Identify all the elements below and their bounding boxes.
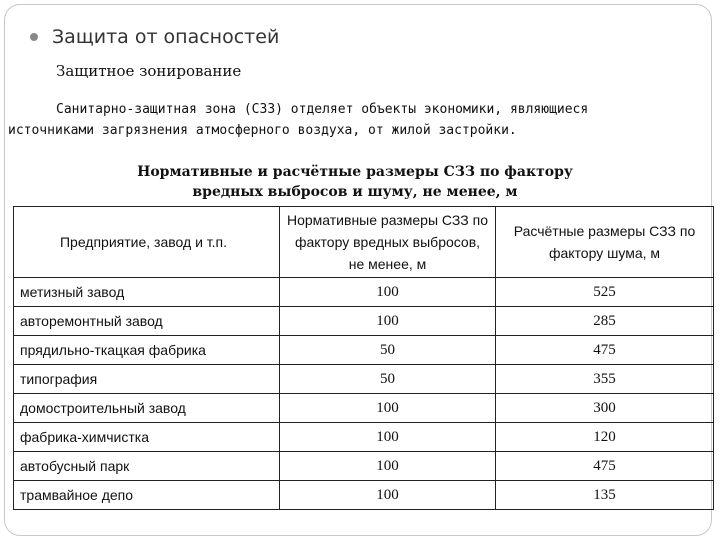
cell-enterprise-name: авторемонтный завод — [14, 307, 280, 336]
table-row — [14, 481, 714, 510]
cell-calc-value: 135 — [496, 481, 714, 510]
table-row — [14, 394, 714, 423]
cell-norm-value: 100 — [280, 278, 496, 307]
table-row — [14, 365, 714, 394]
cell-calc-value: 525 — [496, 278, 714, 307]
cell-enterprise-name: домостроительный завод — [14, 394, 280, 423]
cell-enterprise-name: фабрика-химчистка — [14, 423, 280, 452]
cell-norm-value: 100 — [280, 423, 496, 452]
cell-enterprise-name: трамвайное депо — [14, 481, 280, 510]
table-title-line-1: Нормативные и расчётные размеры СЗЗ по фактору — [137, 164, 573, 180]
cell-norm-value: 100 — [280, 394, 496, 423]
table-row — [14, 452, 714, 481]
paragraph-text-1: Санитарно-защитная зона (СЗЗ) отделяет объекты экономики, являющиеся — [56, 102, 589, 117]
cell-norm-value: 50 — [280, 336, 496, 365]
table-row — [14, 307, 714, 336]
szz-table — [13, 206, 714, 510]
heading-line — [30, 26, 279, 48]
cell-calc-value: 475 — [496, 452, 714, 481]
table-row — [14, 336, 714, 365]
header-enterprise: Предприятие, завод и т.п. — [14, 207, 280, 278]
table-title-line-2: вредных выбросов и шуму, не менее, м — [192, 184, 518, 200]
cell-norm-value: 50 — [280, 365, 496, 394]
cell-enterprise-name: автобусный парк — [14, 452, 280, 481]
cell-norm-value: 100 — [280, 307, 496, 336]
table-row — [14, 278, 714, 307]
cell-enterprise-name: метизный завод — [14, 278, 280, 307]
cell-calc-value: 120 — [496, 423, 714, 452]
slide-subheading: Защитное зонирование — [56, 62, 242, 80]
table-row — [14, 423, 714, 452]
cell-norm-value: 100 — [280, 481, 496, 510]
slide-heading: Защита от опасностей — [52, 26, 280, 48]
cell-enterprise-name: типография — [14, 365, 280, 394]
header-calc-size: Расчётные размеры СЗЗ по фактору шума, м — [496, 207, 714, 278]
cell-norm-value: 100 — [280, 452, 496, 481]
cell-calc-value: 300 — [496, 394, 714, 423]
cell-calc-value: 285 — [496, 307, 714, 336]
bullet-icon — [30, 33, 38, 41]
cell-calc-value: 475 — [496, 336, 714, 365]
paragraph-line-2: источниками загрязнения атмосферного воздуха, от жилой застройки. — [8, 123, 517, 138]
table-title — [100, 162, 610, 202]
cell-calc-value: 355 — [496, 365, 714, 394]
intro-paragraph — [8, 99, 713, 141]
table-header-row — [14, 207, 714, 278]
cell-enterprise-name: прядильно-ткацкая фабрика — [14, 336, 280, 365]
header-norm-size: Нормативные размеры СЗЗ по фактору вредных выбросов, не менее, м — [280, 207, 496, 278]
paragraph-line-1 — [8, 99, 713, 120]
